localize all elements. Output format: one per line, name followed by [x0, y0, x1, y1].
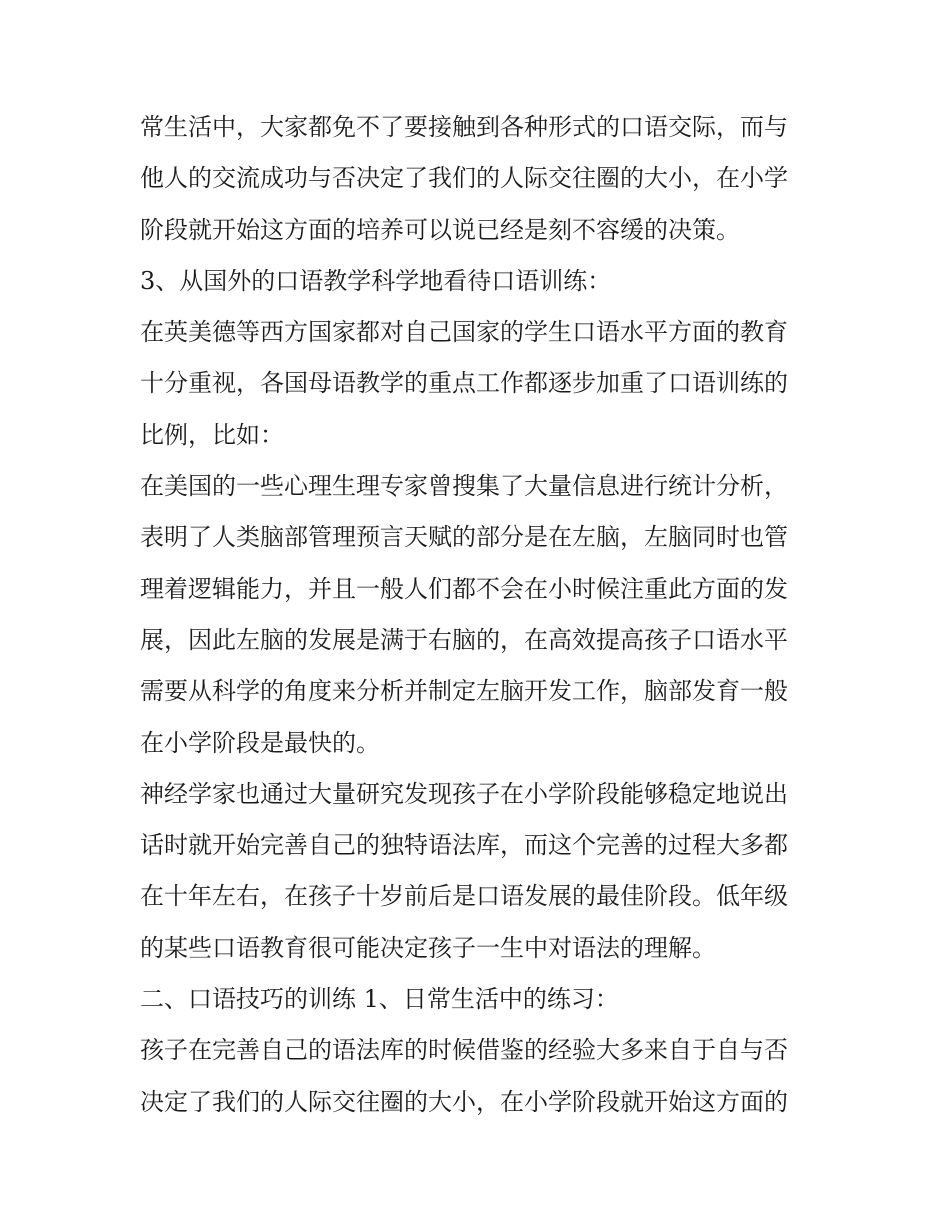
text-line: 在小学阶段是最快的。: [140, 728, 380, 757]
text-line: 话时就开始完善自己的独特语法库，而这个完善的过程大多都: [140, 831, 788, 860]
text-line: 表明了人类脑部管理预言天赋的部分是在左脑，左脑同时也管: [140, 523, 788, 552]
text-line: 神经学家也通过大量研究发现孩子在小学阶段能够稳定地说出: [140, 779, 788, 808]
text-line: 决定了我们的人际交往圈的大小，在小学阶段就开始这方面的: [140, 1087, 788, 1116]
text-line: 理着逻辑能力，并且一般人们都不会在小时候注重此方面的发: [140, 574, 788, 603]
text-line: 展，因此左脑的发展是满于右脑的，在高效提高孩子口语水平: [140, 625, 788, 654]
text-line: 阶段就开始这方面的培养可以说已经是刻不容缓的决策。: [140, 215, 740, 244]
text-line: 十分重视，各国母语教学的重点工作都逐步加重了口语训练的: [140, 369, 788, 398]
section-heading-line: 二、口语技巧的训练 1、日常生活中的练习：: [140, 985, 619, 1014]
text-line: 在英美德等西方国家都对自己国家的学生口语水平方面的教育: [140, 318, 788, 347]
text-line: 在美国的一些心理生理专家曾搜集了大量信息进行统计分析，: [140, 472, 788, 501]
text-line: 在十年左右，在孩子十岁前后是口语发展的最佳阶段。低年级: [140, 882, 788, 911]
text-line: 孩子在完善自己的语法库的时候借鉴的经验大多来自于自与否: [140, 1036, 788, 1065]
text-line: 比例，比如：: [140, 420, 284, 449]
text-line: 的某些口语教育很可能决定孩子一生中对语法的理解。: [140, 933, 716, 962]
body-text: [140, 102, 815, 1128]
section-heading-line: 3、从国外的口语教学科学地看待口语训练：: [140, 266, 612, 295]
text-line: 需要从科学的角度来分析并制定左脑开发工作，脑部发育一般: [140, 677, 788, 706]
text-line: 他人的交流成功与否决定了我们的人际交往圈的大小，在小学: [140, 164, 788, 193]
text-line: 常生活中，大家都免不了要接触到各种形式的口语交际，而与: [140, 113, 788, 141]
